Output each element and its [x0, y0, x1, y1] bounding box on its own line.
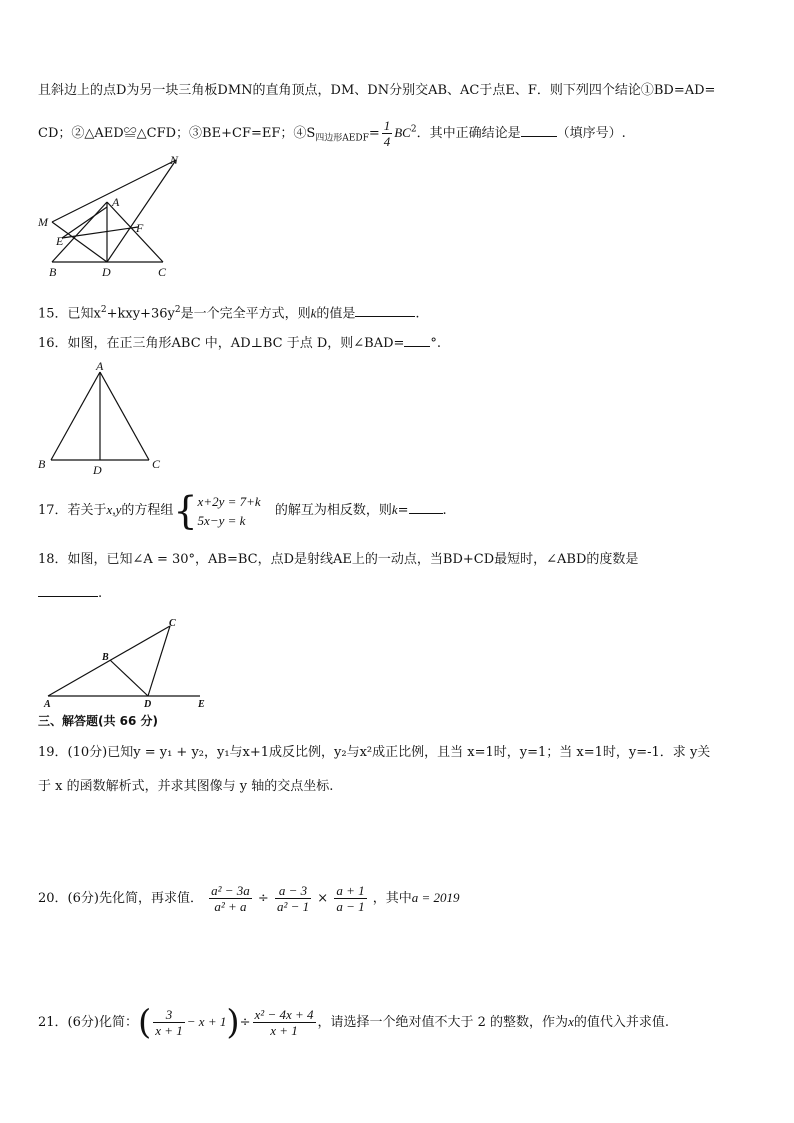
answer-blank-14[interactable]: [521, 122, 557, 137]
label-C: C: [152, 457, 161, 471]
label-B: B: [49, 265, 57, 279]
answer-blank-17[interactable]: [409, 499, 443, 514]
q17-line: 17．若关于x,y的方程组{ x+2y = 7+k 5x−y = k 的解互为相反数，则k= .: [38, 488, 447, 533]
label-E: E: [198, 699, 205, 708]
fraction-one-quarter: $\frac{1}{4}$: [383, 118, 391, 149]
label-N: N: [170, 153, 179, 167]
label-B: B: [38, 457, 46, 471]
label-D: D: [93, 463, 102, 477]
q16-line: 16．如图，在正三角形ABC 中，AD⊥BC 于点 D，则∠BAD= °.: [38, 332, 441, 353]
label-M: M: [38, 215, 48, 229]
label-A: A: [112, 195, 120, 209]
label-A: A: [44, 699, 51, 708]
fraction-quadratic: $\frac{\text{x² − 4x + 4}}{x + 1}$: [254, 1007, 314, 1038]
section-heading-3: 三、解答题(共 66 分): [38, 714, 159, 728]
label-C: C: [169, 618, 176, 629]
figure-q16-equilateral-triangle: [30, 358, 170, 478]
q18-line2: .: [38, 582, 102, 603]
q20-line: 20．(6分)先化简，再求值． $\frac{\text{a² − 3a}}{\text{a² + a}}$ ÷ $\frac{a - 3}{\text{a² − 1}}$ × $\frac{a + 1}{a - 1}$ ，其中a = 2019: [38, 883, 460, 914]
q19-line2: 于 x 的函数解析式，并求其图像与 y 轴的交点坐标.: [38, 779, 334, 794]
label-D: D: [102, 265, 111, 279]
label-C: C: [158, 265, 167, 279]
label-E: E: [56, 234, 64, 248]
left-brace: {: [173, 488, 198, 533]
label-F: F: [136, 221, 144, 235]
q19-line1: 19．(10分)已知y = y₁ + y₂，y₁与x+1成反比例，y₂与x²成正比例，且当 x=1时，y=1；当 x=1时，y=-1．求 y关: [38, 745, 711, 760]
q21-line: 21．(6分)化简：( $\frac{3}{x + 1}$ − x + 1)÷ $\frac{\text{x² − 4x + 4}}{x + 1}$ ，请选择一个绝对值不大于 2 的整数，作为x的值代入并求值.: [38, 1002, 669, 1043]
left-paren: (: [137, 1002, 152, 1043]
fraction-1: $\frac{\text{a² − 3a}}{\text{a² + a}}$: [211, 883, 250, 914]
fraction-3: $\frac{a + 1}{a - 1}$: [336, 883, 365, 914]
q18-line1: 18．如图，已知∠A = 30°，AB=BC，点D是射线AE上的一动点，当BD+CD最短时，∠ABD的度数是: [38, 552, 639, 567]
q14-line2: CD；②△AED≌△CFD；③BE+CF=EF；$④S_{四边形AEDF}=$ $\frac{1}{4}$ $BC^2$．其中正确结论是 （填序号）.: [38, 118, 626, 149]
fraction-3-over-x1: $\frac{3}{x + 1}$: [155, 1007, 183, 1038]
answer-blank-18[interactable]: [38, 582, 98, 597]
figure-q18-ray-diagram: [38, 612, 218, 708]
label-D: D: [144, 699, 152, 708]
label-A: A: [96, 359, 104, 373]
answer-blank-15[interactable]: [355, 302, 415, 317]
figure-q14-triangles: [30, 152, 190, 284]
equation-system: x+2y = 7+k 5x−y = k: [197, 493, 261, 528]
label-B: B: [102, 652, 109, 663]
answer-blank-16[interactable]: [404, 332, 430, 347]
right-paren: ): [226, 1002, 240, 1043]
q15-line: 15．已知$x^2+kxy+36y^2$是一个完全平方式，则k的值是 .: [38, 301, 420, 323]
q14-line1: 且斜边上的点D为另一块三角板DMN的直角顶点，DM、DN分别交AB、AC于点E、F．则下列四个结论①BD=AD=: [38, 83, 716, 98]
fraction-2: $\frac{a - 3}{\text{a² − 1}}$: [276, 883, 310, 914]
